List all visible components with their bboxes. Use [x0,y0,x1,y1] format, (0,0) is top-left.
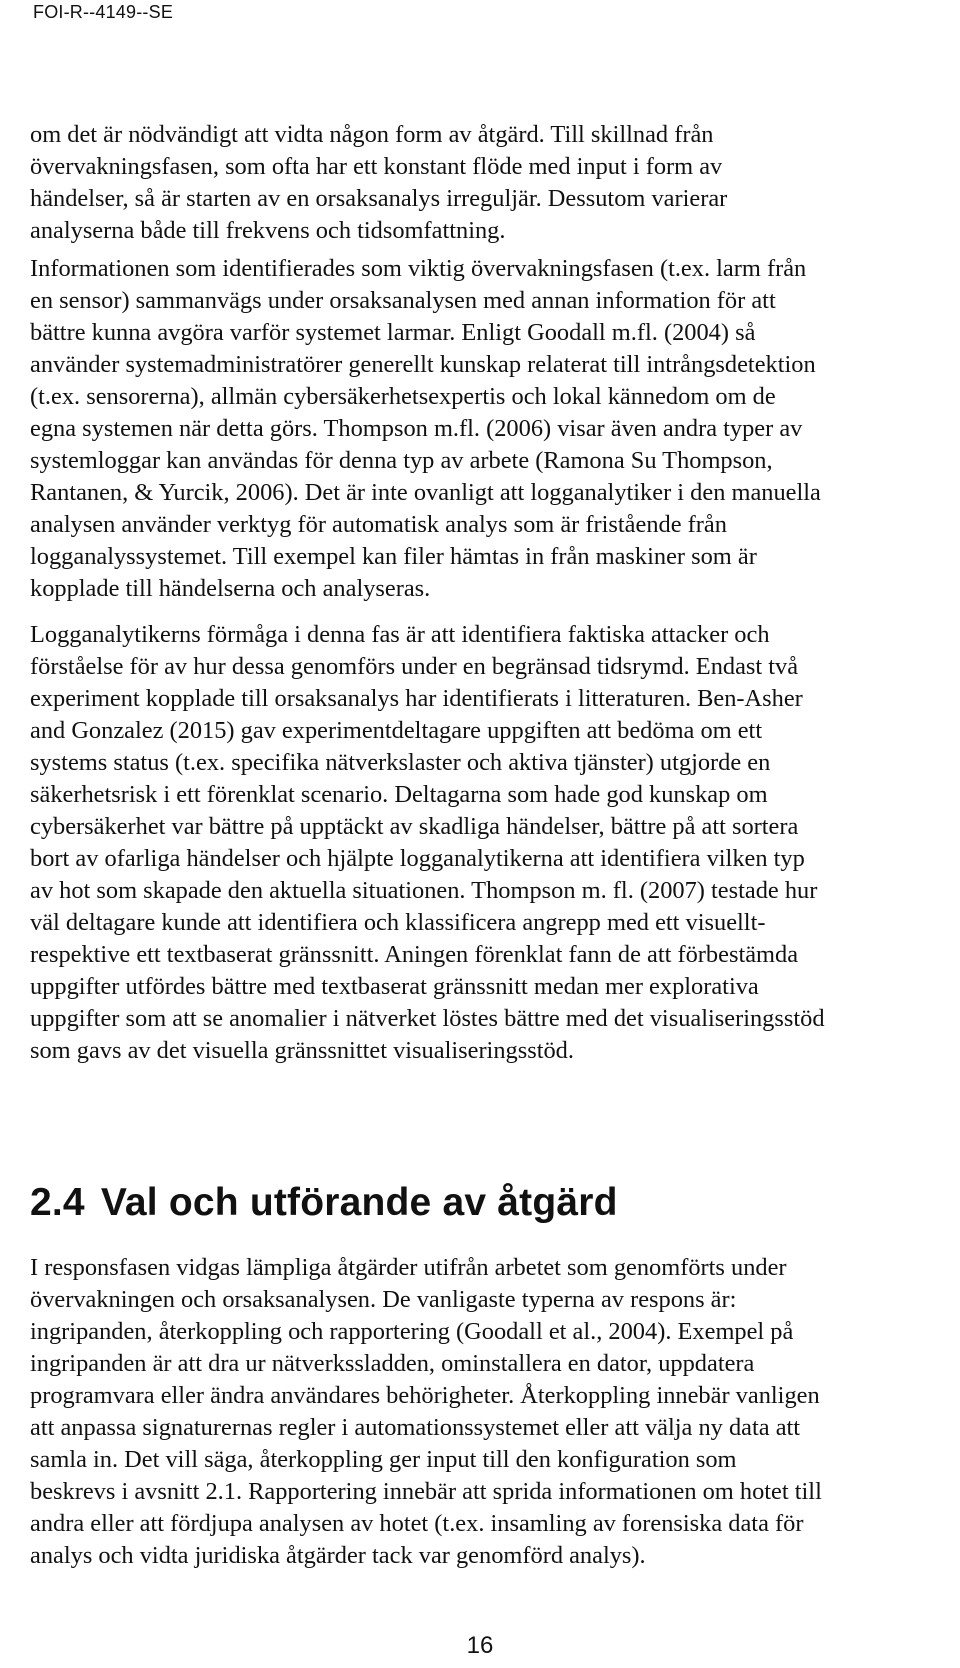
text-line: bort av ofarliga händelser och hjälpte logganalytikerna att identifiera vilken typ [30,845,805,872]
text-line: beskrevs i avsnitt 2.1. Rapportering innebär att sprida informationen om hotet till [30,1478,822,1505]
text-line: andra eller att fördjupa analysen av hotet (t.ex. insamling av forensiska data för [30,1510,804,1537]
text-line: logganalyssystemet. Till exempel kan filer hämtas in från maskiner som är [30,543,757,570]
text-line: I responsfasen vidgas lämpliga åtgärder utifrån arbetet som genomförts under [30,1254,787,1281]
text-line: Rantanen, & Yurcik, 2006). Det är inte ovanligt att logganalytiker i den manuella [30,479,821,506]
paragraph-3 [30,619,945,1067]
text-line: om det är nödvändigt att vidta någon form av åtgärd. Till skillnad från [30,121,714,148]
text-line: väl deltagare kunde att identifiera och klassificera angrepp med ett visuellt- [30,909,766,936]
text-line: använder systemadministratörer generellt kunskap relaterat till intrångsdetektion [30,351,816,378]
report-id: FOI-R--4149--SE [33,2,174,22]
text-line: samla in. Det vill säga, återkoppling ger input till den konfiguration som [30,1446,737,1473]
text-line: en sensor) sammanvägs under orsaksanalysen med annan information för att [30,287,776,314]
text-line: förståelse för av hur dessa genomförs under en begränsad tidsrymd. Endast två [30,653,799,680]
text-line: av hot som skapade den aktuella situationen. Thompson m. fl. (2007) testade hur [30,877,818,904]
text-line: systems status (t.ex. specifika nätverkslaster och aktiva tjänster) utgjorde en [30,749,771,776]
text-line: Logganalytikerns förmåga i denna fas är att identifiera faktiska attacker och [30,621,770,648]
text-line: programvara eller ändra användares behörigheter. Återkoppling innebär vanligen [30,1382,820,1409]
text-line: säkerhetsrisk i ett förenklat scenario. Deltagarna som hade god kunskap om [30,781,768,808]
text-line: bättre kunna avgöra varför systemet larmar. Enligt Goodall m.fl. (2004) så [30,319,756,346]
text-line: cybersäkerhet var bättre på upptäckt av skadliga händelser, bättre på att sortera [30,813,799,840]
text-line: uppgifter som att se anomalier i nätverket löstes bättre med det visualiseringsstöd [30,1005,825,1032]
section-body-text [30,1252,945,1572]
text-line: som gavs av det visuella gränssnittet visualiseringsstöd. [30,1037,574,1064]
text-line: systemloggar kan användas för denna typ av arbete (Ramona Su Thompson, [30,447,773,474]
text-line: övervakningsfasen, som ofta har ett konstant flöde med input i form av [30,153,723,180]
text-line: övervakningen och orsaksanalysen. De vanligaste typerna av respons är: [30,1286,737,1313]
body-text [30,119,945,1067]
text-line: egna systemen när detta görs. Thompson m.fl. (2006) visar även andra typer av [30,415,803,442]
text-line: att anpassa signaturernas regler i automationssystemet eller att välja ny data att [30,1414,801,1441]
section-paragraph-1 [30,1252,945,1572]
section-title: Val och utförande av åtgärd [100,1181,618,1224]
text-line: kopplade till händelserna och analyseras. [30,575,431,602]
text-line: analysen använder verktyg för automatisk analys som är fristående från [30,511,727,538]
text-line: Informationen som identifierades som viktig övervakningsfasen (t.ex. larm från [30,255,807,282]
page-number: 16 [466,1632,494,1659]
paragraph-1 [30,119,945,247]
paragraph-2 [30,253,945,605]
text-line: händelser, så är starten av en orsaksanalys irreguljär. Dessutom varierar [30,185,728,212]
text-line: analys och vidta juridiska åtgärder tack var genomförd analys). [30,1542,646,1569]
text-line: ingripanden, återkoppling och rapportering (Goodall et al., 2004). Exempel på [30,1318,794,1345]
text-line: respektive ett textbaserat gränssnitt. Aningen förenklat fann de att förbestämda [30,941,799,968]
text-line: uppgifter utfördes bättre med textbaserat gränssnitt medan mer explorativa [30,973,759,1000]
text-line: experiment kopplade till orsaksanalys har identifierats i litteraturen. Ben-Asher [30,685,803,712]
text-line: and Gonzalez (2015) gav experimentdeltagare uppgiften att bedöma om ett [30,717,763,744]
section-number: 2.4 [30,1181,85,1224]
section-heading [30,1178,618,1228]
text-line: analyserna både till frekvens och tidsomfattning. [30,217,506,244]
text-line: ingripanden är att dra ur nätverkssladden, ominstallera en dator, uppdatera [30,1350,755,1377]
text-line: (t.ex. sensorerna), allmän cybersäkerhetsexpertis och lokal kännedom om de [30,383,776,410]
